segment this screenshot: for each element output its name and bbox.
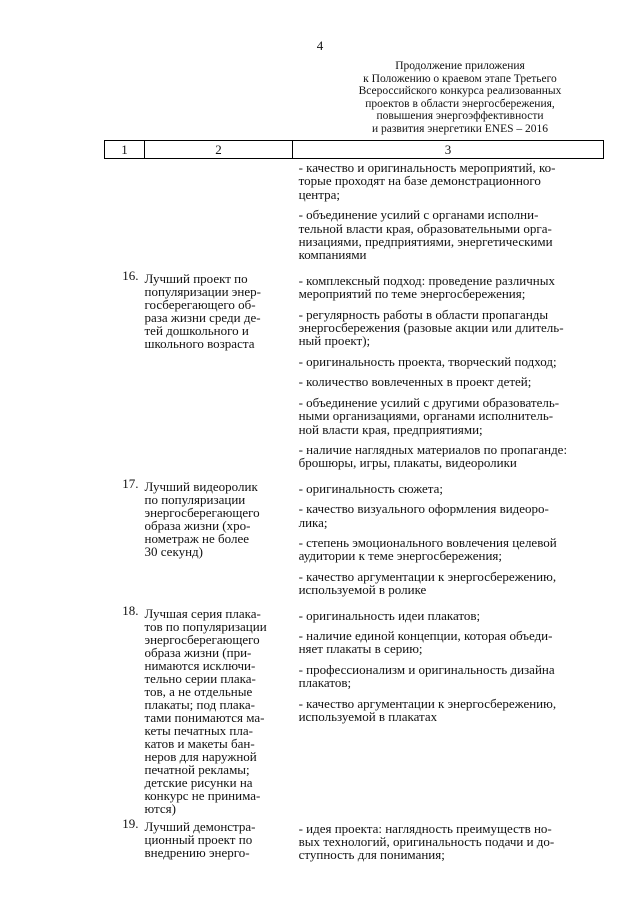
criterion-line: - качество и оригинальность мероприятий, ко- (298, 160, 556, 175)
criterion-line: используемой в ролике (298, 582, 427, 598)
criterion-line: - качество аргументации к энергосбережению, (298, 695, 557, 711)
nomination-title (145, 267, 293, 475)
row-number: 16. (122, 267, 139, 283)
appendix-header (300, 60, 620, 135)
nomination-title-line: энергосберегающего (144, 504, 260, 520)
criterion-item (299, 534, 604, 568)
column-header-3: 3 (293, 141, 604, 159)
table-row (105, 159, 604, 267)
nomination-title-line: тами понимаются ма- (144, 709, 265, 725)
criteria-cell (293, 602, 604, 815)
criterion-line: мероприятий по теме энергосбережения; (298, 286, 526, 302)
criterion-item (299, 820, 604, 867)
criterion-item (299, 695, 604, 729)
criterion-line: - идея проекта: наглядность преимуществ но- (298, 820, 552, 836)
criterion-line: - наличие наглядных материалов по пропаганде: (298, 441, 568, 457)
criterion-line: плакатов; (298, 675, 352, 691)
nomination-title-line: тов по популяризации (144, 618, 267, 634)
criterion-item (299, 306, 604, 353)
criterion-line: - объединение усилий с другими образователь- (298, 394, 560, 410)
header-line: Продолжение приложения (395, 60, 525, 72)
criterion-item (299, 627, 604, 661)
nomination-title-line: тельно серии плака- (144, 670, 256, 686)
nomination-title (145, 815, 293, 867)
nomination-title-line: Лучшая серия плака- (144, 605, 261, 621)
nomination-title-line: плакаты; под плака- (144, 696, 255, 712)
criterion-item (299, 568, 604, 602)
nomination-title-line: Лучший проект по (144, 270, 248, 286)
criterion-line: ными организациями, органами исполнитель- (298, 408, 554, 424)
criterion-line: вых технологий, оригинальность подачи и до- (298, 833, 555, 849)
criterion-item (299, 373, 604, 393)
nomination-title-line: энергосберегающего (144, 631, 260, 647)
criterion-item (299, 661, 604, 695)
criterion-line: - профессионализм и оригинальность дизайна (298, 661, 555, 677)
nomination-title-line: госберегающего об- (144, 296, 256, 312)
criterion-line: - количество вовлеченных в проект детей; (298, 374, 532, 390)
column-header-1: 1 (105, 141, 145, 159)
table-row (105, 475, 604, 602)
criterion-item (299, 272, 604, 306)
nomination-title (145, 602, 293, 815)
criterion-item (299, 353, 604, 373)
criterion-item (299, 607, 604, 627)
nomination-title-line: образа жизни (при- (144, 644, 252, 660)
criterion-item (299, 159, 604, 206)
table-row (105, 267, 604, 475)
table-row (105, 815, 604, 867)
criterion-line: - оригинальность сюжета; (298, 480, 444, 496)
criterion-line: ный проект); (298, 333, 371, 349)
page-number: 4 (316, 38, 324, 53)
criterion-line: ступность для понимания; (298, 847, 445, 863)
criterion-item (299, 500, 604, 534)
nomination-title-line: детские рисунки на (144, 774, 253, 790)
nomination-title-line: по популяризации (144, 491, 246, 507)
table-row (105, 602, 604, 815)
nomination-title-line: кеты печатных пла- (144, 722, 253, 738)
criterion-item (299, 206, 604, 267)
nomination-title-line: нометраж не более (144, 530, 249, 546)
column-header-2: 2 (145, 141, 293, 159)
criterion-line: - оригинальность идеи плакатов; (298, 607, 481, 623)
header-line: повышения энергоэффективности (376, 110, 544, 122)
row-number: 19. (122, 815, 139, 831)
row-number: 18. (122, 602, 139, 618)
criterion-line: компаниями (298, 247, 367, 263)
row-number (105, 159, 145, 267)
criterion-line: центра; (298, 186, 340, 202)
nomination-title-line: нимаются исключи- (144, 657, 256, 673)
nomination-title-line: образа жизни (хро- (144, 517, 251, 533)
criterion-line: - оригинальность проекта, творческий подход; (298, 353, 557, 369)
nomination-title-line: внедрению энерго- (144, 844, 250, 860)
header-line: и развития энергетики ENES – 2016 (371, 122, 548, 135)
criteria-cell (293, 159, 604, 267)
header-line: проектов в области энергосбережения, (365, 97, 555, 110)
nomination-title-line: тей дошкольного и (144, 322, 249, 338)
criterion-line: - качество визуального оформления видеоро- (298, 501, 549, 517)
criterion-item (299, 480, 604, 500)
criterion-line: лика; (298, 514, 328, 530)
criterion-line: низациями, предприятиями, энергетическими (298, 234, 553, 250)
nomination-title (145, 475, 293, 602)
criterion-line: торые проходят на базе демонстрационного (298, 173, 541, 189)
criterion-line: используемой в плакатах (298, 709, 438, 724)
criterion-line: тельной власти края, образовательными орга- (298, 220, 552, 236)
row-number: 17. (122, 475, 139, 491)
criterion-line: энергосбережения (разовые акции или длитель- (298, 320, 564, 336)
nomination-title-line: ются) (144, 800, 176, 816)
nomination-title-line: Лучший демонстра- (144, 818, 256, 834)
table-header-row (105, 141, 604, 159)
criterion-line: ной власти края, предприятиями; (298, 421, 483, 437)
criterion-line: - степень эмоционального вовлечения целевой (298, 534, 557, 550)
criteria-cell (293, 815, 604, 867)
nomination-title-line: раза жизни среди де- (144, 309, 261, 325)
criterion-line: - регулярность работы в области пропаганды (298, 306, 549, 322)
nomination-title-line: школьного возраста (144, 335, 255, 351)
nomination-title-line: печатной рекламы; (144, 761, 250, 777)
nomination-title-line: ционный проект по (144, 831, 253, 847)
nomination-title-line: тов, а не отдельные (144, 683, 253, 699)
criterion-line: - наличие единой концепции, которая объеди- (298, 627, 553, 643)
header-line: Всероссийского конкурса реализованных (358, 85, 562, 97)
criterion-item (299, 441, 604, 475)
nominations-table (104, 140, 604, 867)
criterion-line: аудитории к теме энергосбережения; (298, 548, 503, 564)
nomination-title (145, 159, 293, 267)
criterion-line: - комплексный подход: проведение различных (298, 272, 555, 288)
nomination-title-line: конкурс не принима- (144, 787, 261, 803)
nomination-title-line: неров для наружной (144, 748, 257, 764)
criterion-line: - объединение усилий с органами исполни- (298, 207, 539, 223)
nomination-title-line: популяризации энер- (144, 283, 261, 299)
criterion-line: брошюры, игры, плакаты, видеоролики (298, 455, 517, 471)
criterion-item (299, 394, 604, 441)
nomination-title-line: катов и макеты бан- (144, 735, 255, 751)
header-line: к Положению о краевом этапе Третьего (363, 72, 557, 85)
criteria-cell (293, 475, 604, 602)
nomination-title-line: 30 секунд) (144, 543, 203, 559)
table-body (105, 159, 604, 867)
criterion-line: - качество аргументации к энергосбережению, (298, 568, 557, 584)
criteria-cell (293, 267, 604, 475)
nomination-title-line: Лучший видеоролик (144, 478, 258, 494)
criterion-line: няет плакаты в серию; (298, 641, 423, 657)
